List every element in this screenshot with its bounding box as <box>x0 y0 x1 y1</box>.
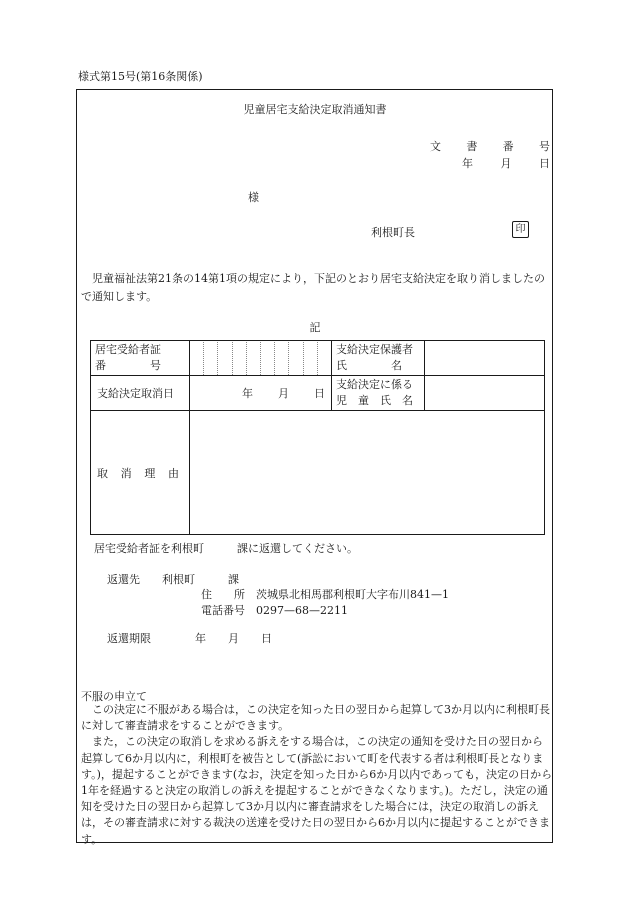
appeal-paragraph: この決定に不服がある場合は，この決定を知った日の翌日から起算して3か月以内に利根町長に対して審査請求をすることができます。 <box>81 703 550 733</box>
doc-number-char: 番 <box>502 140 514 153</box>
cancel-reason-field[interactable] <box>190 411 545 535</box>
child-name-label: 支給決定に係る 児 童 氏 名 <box>332 376 425 411</box>
notice-body: 児童福祉法第21条の14第1項の規定により，下記のとおり居宅支給決定を取り消しましたので通知します。 <box>81 272 545 303</box>
doc-number-char: 書 <box>466 140 478 153</box>
date-day: 日 <box>539 157 550 170</box>
date-year: 年 <box>462 157 473 170</box>
seal-mark: 印 <box>512 221 529 238</box>
appeal-paragraph: また，この決定の取消しを求める訴えをする場合は，この決定の通知を受けた日の翌日から起算して6か月以内に，利根町を被告として(訴訟において町を代表する者は利根町長となります。)，提起することができます(なお，決定を知った日から6か月以内であっても，決定の日から1年を経過すると決定の取消しの訴えを提起することができなくなります。)。ただし，決定の通知を受けた日の翌日から起算して3か月以内に審査請求をした場合には，決定の取消しの訴えは，その審査請求に対する裁決の送達を受けた日の翌日から6か月以内に提起することができます。 <box>81 735 553 846</box>
table-row <box>91 341 545 376</box>
return-deadline: 返還期限 年 月 日 <box>107 632 272 645</box>
doc-number-char: 号 <box>538 140 550 153</box>
cancel-reason-label: 取 消 理 由 <box>91 411 190 535</box>
addressee-suffix: 様 <box>248 191 259 204</box>
info-table <box>90 340 545 535</box>
doc-number-char: 文 <box>430 140 441 153</box>
cancel-date-field[interactable] <box>190 376 332 411</box>
issue-date-line <box>462 155 550 171</box>
cert-number-field[interactable] <box>190 341 332 376</box>
ki-heading: 記 <box>309 321 321 334</box>
cancel-month: 月 <box>278 387 289 400</box>
return-instruction: 居宅受給者証を利根町 課に返還してください。 <box>94 542 358 555</box>
document-title: 児童居宅支給決定取消通知書 <box>243 103 387 116</box>
return-address: 住 所 茨城県北相馬郡利根町大字布川841—1 <box>201 588 449 601</box>
table-row <box>91 376 545 411</box>
appeal-text <box>81 702 553 848</box>
issuer-name: 利根町長 <box>371 226 415 239</box>
form-number-label: 様式第15号(第16条関係) <box>78 70 203 83</box>
table-row <box>91 411 545 535</box>
guardian-name-label: 支給決定保護者 氏 名 <box>332 341 425 376</box>
cert-number-label: 居宅受給者証 番 号 <box>91 341 190 376</box>
document-number-line <box>430 138 550 154</box>
appeal-heading: 不服の申立て <box>81 690 147 703</box>
return-destination: 返還先 利根町 課 <box>107 573 239 586</box>
return-phone: 電話番号 0297—68—2211 <box>201 604 348 617</box>
cancel-day: 日 <box>314 387 325 400</box>
guardian-name-field[interactable] <box>425 341 545 376</box>
cancel-date-label: 支給決定取消日 <box>91 376 190 411</box>
cancel-year: 年 <box>242 387 253 400</box>
date-month: 月 <box>500 157 512 170</box>
child-name-field[interactable] <box>425 376 545 411</box>
